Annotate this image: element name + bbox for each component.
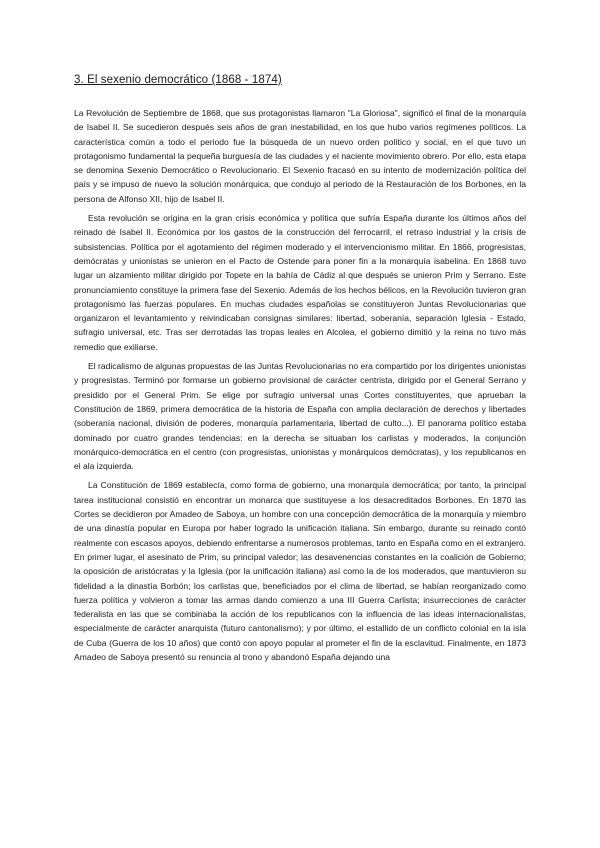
paragraph-radicalism: El radicalismo de algunas propuestas de las Juntas Revolucionarias no era compartido por los dirigentes unionistas y progresistas. Terminó por formarse un gobierno provisional de carácter centrista, dirigido por el General Serrano y presidido por el General Prim. Se elige por sufragio universal unas Cortes constituyentes, que aprueban la Constitución de 1869, primera democrática de la historia de España con amplia declaración de derechos y libertades (soberanía nacional, división de poderes, monarquía parlamentaria, libertad de culto...). El panorama político estaba dominado por cuatro grandes tendencias: en la derecha se situaban los carlistas y moderados, la conjunción monárquico-democrática en el centro (con progresistas, unionistas y monárquicos demócratas), y los republicanos en el ala izquierda. bbox=[74, 361, 526, 472]
section-heading: 3. El sexenio democrático (1868 - 1874) bbox=[74, 74, 282, 86]
body-text bbox=[74, 106, 526, 664]
paragraph-constitution: La Constitución de 1869 establecía, como forma de gobierno, una monarquía democrática; por tanto, la principal tarea institucional consistió en encontrar un monarca que sustituyese a los desacreditados Borbones. En 1870 las Cortes se decidieron por Amadeo de Saboya, un hombre con una concepción democrática de la monarquía y miembro de una dinastía popular en Europa por haber logrado la unificación italiana. Sin embargo, durante su reinado contó realmente con escasos apoyos, debiendo enfrentarse a numerosos problemas, tanto en España como en el extranjero. En primer lugar, el asesinato de Prim, su principal valedor; las desavenencias constantes en la coalición de Gobierno; la oposición de aristócratas y la Iglesia (por la unificación italiana) así como la de los moderados, que mantuvieron su fidelidad a la dinastía Borbón; los carlistas que, beneficiados por el clima de libertad, se habían reorganizado como fuerza política y volvieron a tomar las armas dando comienzo a una III Guerra Carlista; insurrecciones de carácter federalista en las que se combinaba la acción de los republicanos con la influencia de las ideas internacionalistas, especialmente de carácter anarquista (futuro cantonalismo); y por último, el estallido de un conflicto colonial en la isla de Cuba (Guerra de los 10 años) que contó con apoyo popular al prometer el fin de la esclavitud. Finalmente, en 1873 Amadeo de Saboya presentó su renuncia al trono y abandonó España dejando una bbox=[74, 480, 526, 662]
paragraph-origins: Esta revolución se origina en la gran crisis económica y política que sufría España durante los últimos años del reinado de Isabel II. Económica por los gastos de la construcción del ferrocarril, el retraso industrial y la crisis de subsistencias. Política por el agotamiento del régimen moderado y el intervencionismo militar. En 1866, progresistas, demócratas y unionistas se unieron en el Pacto de Ostende para poner fin a la monarquía isabelina. En 1868 tuvo lugar un alzamiento militar dirigido por Topete en la bahía de Cádiz al que después se unieron Prim y Serrano. Este pronunciamiento constituye la primera fase del Sexenio. Además de los hechos bélicos, en la Revolución tuvieron gran protagonismo las fuerzas populares. En muchas ciudades españolas se constituyeron Juntas Revolucionarias que organizaron el levantamiento y reivindicaban consignas similares: libertad, soberanía, separación Iglesia - Estado, sufragio universal, etc. Tras ser derrotadas las tropas leales en Alcolea, el gobierno dimitió y la reina no tuvo más remedio que exiliarse. bbox=[74, 213, 526, 352]
paragraph-intro: La Revolución de Septiembre de 1868, que sus protagonistas llamaron "La Gloriosa", significó el final de la monarquía de Isabel II. Se sucedieron después seis años de gran inestabilidad, en los que hubo varios regímenes políticos. La característica común a todo el periodo fue la búsqueda de un nuevo orden político y social, en el que tuvo un protagonismo fundamental la pequeña burguesía de las ciudades y el naciente movimiento obrero. Por ello, esta etapa se denomina Sexenio Democrático o Revolucionario. El Sexenio fracasó en su intento de modernización política del país y se impuso de nuevo la solución monárquica, que condujo al periodo de la Restauración de los Borbones, en la persona de Alfonso XII, hijo de Isabel II. bbox=[74, 108, 526, 204]
